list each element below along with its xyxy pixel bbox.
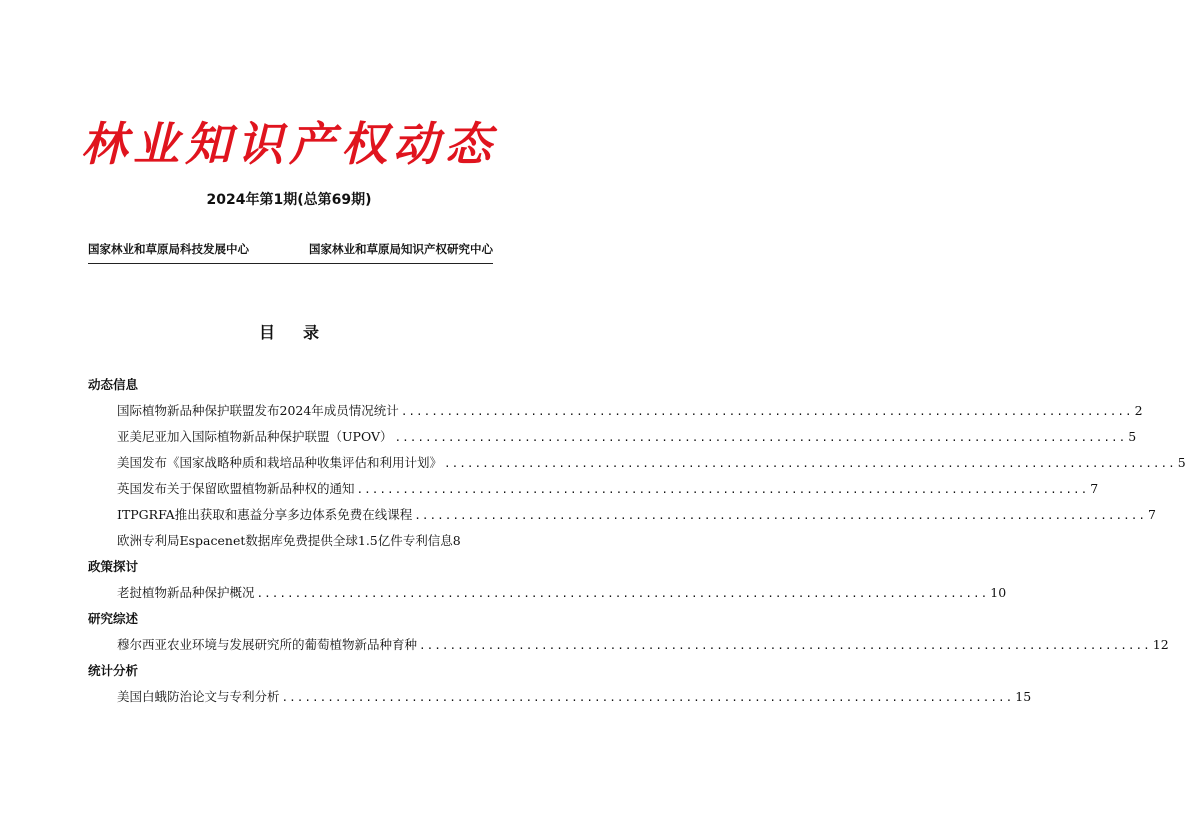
- toc-entry-page: 7: [1090, 481, 1099, 496]
- organization-1: 国家林业和草原局科技发展中心: [88, 242, 249, 256]
- toc-entry-title: ITPGRFA推出获取和惠益分享多边体系免费在线课程: [117, 507, 413, 522]
- toc-entry[interactable]: [117, 530, 493, 556]
- table-of-contents: [88, 374, 1186, 712]
- masthead-title: 林业知识产权动态: [81, 117, 497, 171]
- toc-entry[interactable]: [117, 400, 1143, 426]
- toc-entry-page: 7: [1147, 507, 1156, 522]
- toc-entry[interactable]: [117, 634, 1169, 660]
- toc-entry-page: 10: [990, 585, 1007, 600]
- leader-dots: [280, 687, 1016, 709]
- section-heading: 动态信息: [88, 377, 139, 392]
- issue-number: 2024年第1期(总第69期): [206, 192, 372, 208]
- toc-entry-page: 12: [1152, 637, 1169, 652]
- organizations-line: [88, 241, 493, 264]
- toc-entry[interactable]: [117, 504, 1156, 530]
- toc-entry-title: 美国发布《国家战略种质和栽培品种收集评估和利用计划》: [117, 455, 443, 470]
- toc-entry-page: 2: [1134, 403, 1143, 418]
- leader-dots: [417, 635, 1153, 657]
- section-heading: 研究综述: [88, 611, 139, 626]
- toc-entry[interactable]: [117, 452, 1186, 478]
- toc-entry[interactable]: [117, 582, 1007, 608]
- toc-entry-title: 穆尔西亚农业环境与发展研究所的葡萄植物新品种育种: [117, 637, 418, 652]
- toc-entry-title: 老挝植物新品种保护概况: [117, 585, 255, 600]
- toc-entry-title: 国际植物新品种保护联盟发布2024年成员情况统计: [117, 403, 399, 418]
- leader-dots: [399, 401, 1135, 423]
- leader-dots: [393, 427, 1129, 449]
- toc-entry[interactable]: [117, 686, 1032, 712]
- organization-2: 国家林业和草原局知识产权研究中心: [309, 242, 493, 256]
- section-heading: 政策探讨: [88, 559, 139, 574]
- leader-dots: [412, 505, 1148, 527]
- toc-entry-page: 8: [452, 533, 461, 548]
- toc-entry-title: 亚美尼亚加入国际植物新品种保护联盟（UPOV）: [117, 429, 393, 444]
- leader-dots: [255, 583, 991, 605]
- toc-entry-title: 美国白蛾防治论文与专利分析: [117, 689, 280, 704]
- toc-title: 目录: [258, 323, 347, 342]
- toc-entry-page: 5: [1128, 429, 1137, 444]
- leader-dots: [355, 479, 1091, 501]
- section-heading: 统计分析: [88, 663, 139, 678]
- toc-entry[interactable]: [117, 426, 1137, 452]
- toc-entry-page: 15: [1015, 689, 1032, 704]
- toc-entry[interactable]: [117, 478, 1099, 504]
- toc-entry-title: 英国发布关于保留欧盟植物新品种权的通知: [117, 481, 355, 496]
- toc-entry-page: 5: [1177, 455, 1186, 470]
- toc-entry-title: 欧洲专利局Espacenet数据库免费提供全球1.5亿件专利信息: [117, 533, 453, 548]
- leader-dots: [442, 453, 1178, 475]
